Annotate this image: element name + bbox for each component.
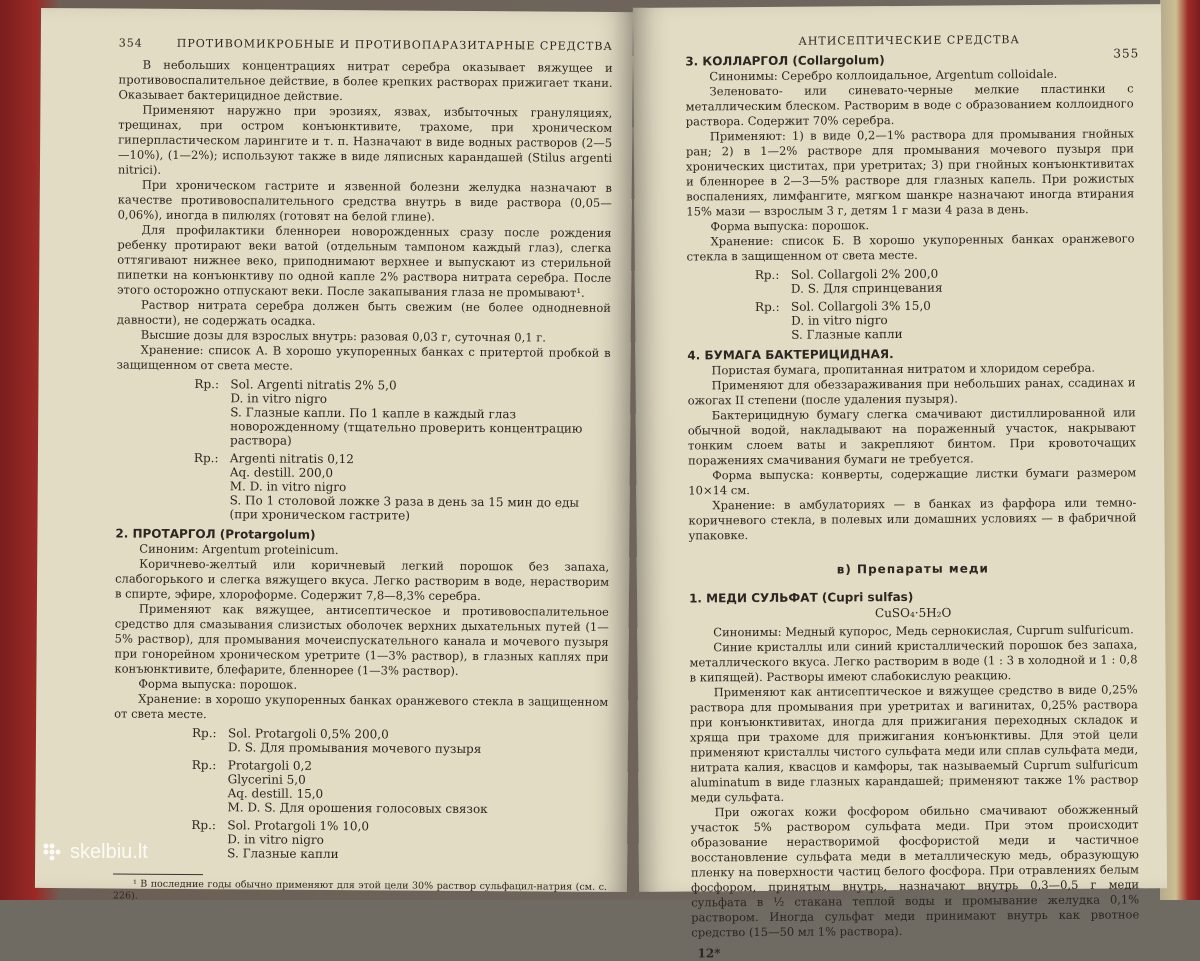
paragraph: Хранение: список Б. В хорошо укупоренных банках оранжевого стекла в защищенном от света месте. [686, 231, 1135, 264]
paragraph: Хранение: в хорошо укупоренных банках оранжевого стекла в защищенном от света месте. [114, 691, 609, 722]
watermark-text: skelbiu.lt [70, 840, 148, 863]
rx-line: S. Глазные капли [227, 846, 339, 862]
paragraph: Для профилактики бленнореи новорожденных сразу после рождения ребенку протирают веки ватой (отдельным тампоном каждый глаз), слегка оттягивают нижнее веко, приподнимают верхнее и выпускают из стерильной пипетки на конъюнктиву по одной капле 2% раствора нитрата серебра. После этого осторожно отпускают веки. После закапывания глаза не промывают¹. [117, 222, 612, 300]
left-page [35, 8, 633, 902]
signature-mark: 12* [697, 946, 721, 961]
rx-label: Rp.: [191, 758, 217, 773]
left-running-title: ПРОТИВОМИКРОБНЫЕ И ПРОТИВОПАРАЗИТАРНЫЕ СРЕДСТВА [176, 36, 613, 53]
rx-line: Argenti nitratis 0,12 [229, 451, 355, 467]
chemical-formula: CuSO₄·5H₂O [874, 605, 952, 621]
section-title: 4. БУМАГА БАКТЕРИЦИДНАЯ. [687, 347, 894, 363]
rx-line: D. S. Для спринцевания [790, 280, 943, 296]
prescription [194, 451, 610, 524]
right-page [633, 4, 1167, 961]
rx-line: D. in vitro nigro [227, 832, 324, 847]
section-title: 1. МЕДИ СУЛЬФАТ (Cupri sulfas) [688, 589, 914, 606]
paragraph: При хроническом гастрите и язвенной болезни желудка назначают в качестве противовоспалительного средства внутрь в виде раствора (0,05—0,06%), иногда в пилюлях (готовят на белой глине). [117, 177, 612, 224]
rx-line: S. По 1 столовой ложке 3 раза в день за 15 мин до еды (при хроническом гастрите) [229, 493, 580, 523]
rx-line: Sol. Collargoli 3% 15,0 [790, 298, 931, 314]
rx-line: Sol. Protargoli 1% 10,0 [227, 818, 370, 834]
prescription [755, 297, 1135, 342]
paragraph: Коричнево-желтый или коричневый легкий порошок без запаха, слабогорького и слегка вяжущего вкуса. Легко растворим в воде, нерастворим в спирте, эфире, хлороформе. Содержит 7,8—8,3% серебра. [114, 556, 610, 604]
paragraph: Хранение: список А. В хорошо укупоренных банках с притертой пробкой в защищенном от света месте. [116, 342, 611, 373]
rx-line: M. D. in vitro nigro [229, 479, 347, 495]
paragraph: Форма выпуска: порошок. [710, 218, 870, 234]
rx-line: D. S. Для промывания мочевого пузыря [227, 740, 482, 757]
rx-line: M. D. S. Для орошения голосовых связок [227, 800, 488, 817]
paragraph: Применяют как антисептическое и вяжущее средство в виде 0,25% раствора для промывания при уретритах и вагинитах, 0,25% раствора при конъюнктивитах, иногда для прижигания переходных складок и хряща при трахоме для прижигания конъюнктивы. Для этой цели применяют кристаллы чистого сульфата меди или сплав сульфата меди, нитрата калия, квасцов и камфоры, так называемый Cuprum sulfuricum aluminatum в виде глазных карандашей; применяют также 1% раствор меди сульфата. [689, 682, 1139, 805]
rx-line: Aq. destill. 15,0 [227, 786, 324, 801]
paragraph: Хранение: в амбулаториях — в банках из фарфора или темно-коричневого стекла, в полевых или домашних условиях — в фабричной упаковке. [688, 495, 1137, 543]
paragraph: При ожогах кожи фосфором обильно смачивают обожженный участок 5% раствором сульфата меди. При этом происходит образование нерастворимой фосфористой меди и частичное восстановление сульфата меди в металлическую медь, образующую пленку на поверхности частиц белого фосфора. При отравлениях белым фосфором, принятым внутрь, назначают внутрь 0,3—0,5 г меди сульфата в ½ стакана теплой воды и промывание желудка 0,1% раствором. Иногда сульфат меди принимают внутрь как рвотное средство (15—50 мл 1% раствора). [690, 802, 1140, 940]
section-title: 3. КОЛЛАРГОЛ (Collargolum) [685, 53, 885, 69]
prescription [191, 818, 607, 863]
rx-line: Glycerini 5,0 [227, 772, 306, 787]
paragraph: Бактерицидную бумагу слегка смачивают дистиллированной или обычной водой, накладывают на пораженный участок, накрывают тонким слоем ваты и закрепляют бинтом. При кровоточащих поражениях смачивания бумаги не требуется. [687, 405, 1137, 468]
paragraph: Синонимы: Серебро коллоидальное, Argentum colloidale. [709, 66, 1058, 84]
left-page-number: 354 [118, 36, 143, 50]
paragraph: Форма выпуска: конверты, содержащие листки бумаги размером 10×14 см. [688, 465, 1137, 498]
rx-line: D. in vitro nigro [791, 313, 888, 328]
paragraph: Синонимы: Медный купорос, Медь сернокислая, Cuprum sulfuricum. [713, 622, 1134, 640]
watermark [40, 840, 148, 864]
rx-label: Rp.: [194, 377, 220, 392]
paragraph: Синие кристаллы или синий кристаллический порошок без запаха, металлического вкуса. Легко растворим в воде (1 : 3 в холодной и 1 : 0,8 в кипящей). Растворы имеют слабокислую реакцию. [689, 637, 1138, 685]
section-title: 2. ПРОТАРГОЛ (Protargolum) [115, 526, 316, 542]
right-running-title: АНТИСЕПТИЧЕСКИЕ СРЕДСТВА [798, 33, 1020, 48]
paragraph: Применяют для обеззараживания при небольших ранах, ссадинах и ожогах II степени (после удаления пузыря). [687, 375, 1136, 408]
skelbiu-logo-icon [40, 840, 64, 864]
right-page-number: 355 [1113, 46, 1140, 61]
paragraph: В небольших концентрациях нитрат серебра оказывает вяжущее и противовоспалительное действие, в более крепких растворах прижигает ткани. Оказывает бактерицидное действие. [118, 57, 613, 104]
rx-line: Aq. destill. 200,0 [229, 465, 334, 480]
paragraph: Раствор нитрата серебра должен быть свежим (не более однодневной давности), не содержать осадка. [116, 297, 612, 328]
left-running-head [119, 36, 613, 52]
prescription [194, 377, 610, 450]
rx-label: Rp.: [193, 451, 219, 466]
rx-line: Protargoli 0,2 [227, 758, 313, 773]
paragraph: Применяют как вяжущее, антисептическое и противовоспалительное средство для смазывания слизистых оболочек верхних дыхательных путей (1—5% раствор), для промывания мочеиспускательного канала и мочевого пузыря при гонорейном хроническом уретрите (1—3% раствор), в глазных каплях при конъюнктивите, блефарите, бленнорее (1—3% раствор). [114, 601, 609, 678]
rx-line: Sol. Protargoli 0,5% 200,0 [227, 726, 389, 742]
rx-label: Rp.: [754, 267, 780, 283]
rx-label: Rp.: [191, 818, 217, 833]
subsection-heading: в) Препараты меди [836, 561, 989, 577]
prescription [755, 265, 1135, 296]
rx-line: D. in vitro nigro [230, 391, 328, 406]
paragraph: Применяют: 1) в виде 0,2—1% раствора для промывания гнойных ран; 2) в 1—2% растворе для промывания мочевого пузыря при хронических циститах, при уретритах; 3) при гнойных конъюнктивитах и бленнорее в 2—3—5% растворе для глазных капель. При рожистых воспалениях, лимфангите, мягком шанкре назначают иногда втирания 15% мази — взрослым 3 г, детям 1 г мази 4 раза в день. [685, 126, 1135, 219]
footnote-divider [113, 873, 203, 875]
paragraph: Высшие дозы для взрослых внутрь: разовая 0,03 г, суточная 0,1 г. [140, 327, 546, 345]
paragraph: Пористая бумага, пропитанная нитратом и хлоридом серебра. [711, 360, 1095, 378]
rx-line: S. Глазные капли. По 1 капле в каждый глаз новорожденному (тщательно проверить концентрацию раствора) [230, 405, 583, 448]
rx-label: Rp.: [754, 299, 780, 315]
rx-line: S. Глазные капли [791, 326, 903, 342]
paragraph: Применяют наружно при эрозиях, язвах, избыточных грануляциях, трещинах, при остром конъюнктивите, трахоме, при хроническом гиперпластическом ларингите и т. п. Назначают в виде водных растворов (2—5—10%), (1—2%); используют также в виде ляписных карандашей (Stilus argenti nitrici). [117, 102, 613, 177]
rx-line: Sol. Collargoli 2% 200,0 [790, 266, 939, 282]
prescription [192, 726, 608, 757]
paragraph: Синоним: Argentum proteinicum. [139, 541, 339, 558]
paragraph: Зеленовато- или синевато-черные мелкие пластинки с металлическим блеском. Растворим в воде с образованием коллоидного раствора. Содержит 70% серебра. [685, 81, 1134, 129]
prescription [191, 758, 607, 817]
rx-label: Rp.: [191, 726, 217, 741]
rx-line: Sol. Argenti nitratis 2% 5,0 [230, 377, 397, 393]
footnote: ¹ В последние годы обычно применяют для этой цели 30% раствор сульфацил-натрия (см. с. 226). [112, 878, 607, 902]
paragraph: Форма выпуска: порошок. [138, 676, 298, 692]
